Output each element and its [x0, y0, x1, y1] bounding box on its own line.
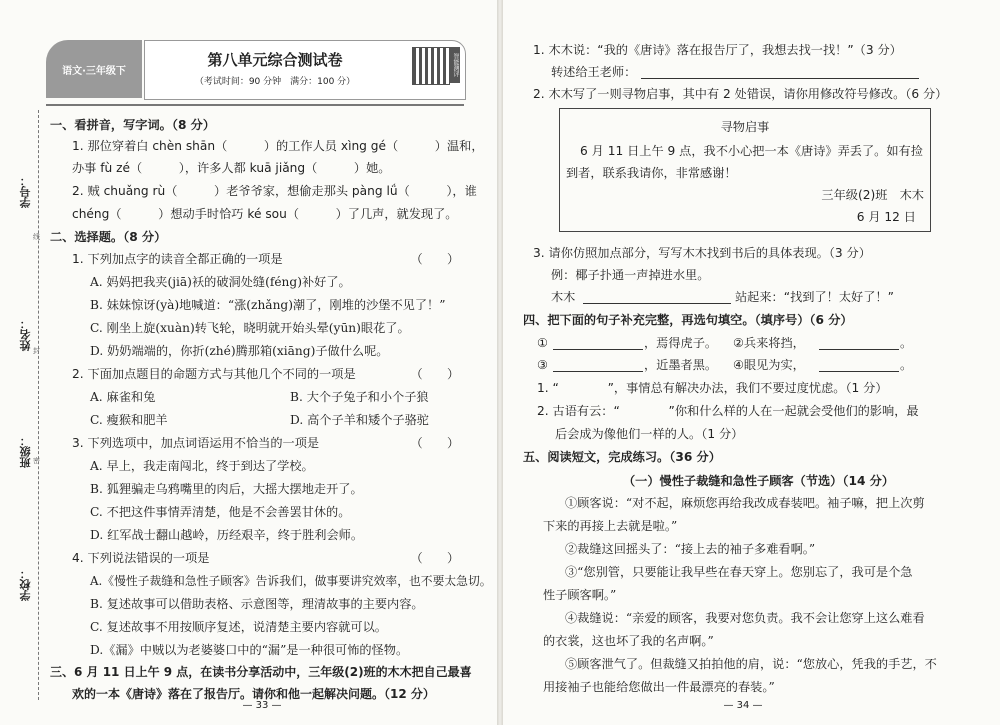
s3-q1-answer-line[interactable]: [641, 66, 919, 79]
student-no-label: 学号：: [19, 175, 32, 208]
choice-q1-a: A. 妈妈把我夹(jiā)袄的破洞处缝(féng)补好了。: [90, 275, 351, 289]
page-number-left: — 33 —: [242, 700, 282, 711]
right-page: [503, 0, 1000, 725]
cut-line: [38, 110, 39, 700]
qr-side-label: 智能测评: [450, 47, 460, 83]
exam-info: （考试时间：90 分钟 满分：100 分）: [194, 77, 356, 87]
passage-p1-line1: ①顾客说：“对不起，麻烦您再给我改成春装吧。袖子嘛，把上次剪: [565, 496, 925, 510]
s3-q3: 3. 请你仿照加点部分，写写木木找到书后的具体表现。（3 分）: [533, 246, 871, 260]
binding-margin: [0, 0, 46, 725]
choice-q3: 3. 下列选项中，加点词语运用不恰当的一项是 （ ）: [72, 436, 460, 450]
passage-p4-line1: ④裁缝说：“亲爱的顾客，我要对您负责。我不会让您穿上这么难看: [565, 611, 925, 625]
notice-signer: 三年级(2)班 木木: [821, 188, 924, 202]
cut-mark-1: 线: [33, 233, 40, 241]
q1-line-2: 办事 fù zé（ ），许多人都 kuā jiǎng（ ）她。: [72, 161, 391, 175]
s4-item-3-blank[interactable]: [553, 359, 643, 372]
s4-item-3-prefix: ③: [537, 358, 548, 372]
choice-q3-d: D. 红军战士翻山越岭，历经艰辛，终于胜利会师。: [90, 528, 364, 542]
notice-body-1: 6 月 11 日上午 9 点，我不小心把一本《唐诗》弄丢了。如有捡: [580, 144, 923, 158]
section-3-heading-1: 三、6 月 11 日上午 9 点，在读书分享活动中，三年级(2)班的木木把自己最喜: [50, 665, 472, 679]
q1-line-4: chéng（ ）想动手时恰巧 ké sou（ ）了几声，就发现了。: [72, 207, 458, 221]
passage-p2: ②裁缝这回摇头了：“接上去的袖子多难看啊。”: [565, 542, 816, 556]
choice-q4-d: D.《漏》中贼以为老婆婆口中的“漏”是一种很可怖的怪物。: [90, 643, 409, 657]
passage-p5-line2: 用接袖子也能给您做出一件最漂亮的春装。”: [543, 680, 775, 694]
choice-q4-b: B. 复述故事可以借助表格、示意图等，理清故事的主要内容。: [90, 597, 424, 611]
cut-mark-3: 密: [33, 457, 40, 465]
s4-item-2-blank[interactable]: [819, 337, 899, 350]
notice-title: 寻物启事: [720, 120, 770, 134]
q1-line-1: 1. 那位穿着白 chèn shān（ ）的工作人员 xìng gé（ ）温和，: [72, 139, 484, 153]
section-3-heading-2: 欢的一本《唐诗》落在了报告厅。请你和他一起解决问题。（12 分）: [72, 687, 435, 701]
s3-q2: 2. 木木写了一则寻物启事，其中有 2 处错误，请你用修改符号修改。（6 分）: [533, 87, 948, 101]
s4-item-2-prefix: ②兵来将挡，: [733, 336, 805, 350]
choice-q1-b: B. 妹妹惊讶(yà)地喊道：“涨(zhǎng)潮了，刚堆的沙堡不见了！”: [90, 298, 446, 312]
choice-q2-a: A. 麻雀和兔: [90, 390, 156, 404]
passage-p4-line2: 的衣裳，这也坏了我的名声啊。”: [543, 634, 714, 648]
choice-q4: 4. 下列说法错误的一项是 （ ）: [72, 551, 460, 565]
passage-p5-line1: ⑤顾客泄气了。但裁缝又拍拍他的肩，说：“您放心，凭我的手艺，不: [565, 657, 937, 671]
school-label: 学校：: [19, 568, 32, 601]
choice-q3-c: C. 不把这件事情弄清楚，他是不会善罢甘休的。: [90, 505, 351, 519]
notice-date: 6 月 12 日: [856, 210, 916, 224]
section-4-heading: 四、把下面的句子补充完整，再选句填空。（填序号）（6 分）: [523, 313, 853, 327]
subject-tab: 语文·三年级下: [46, 40, 142, 98]
cut-mark-2: 封: [33, 347, 40, 355]
choice-q3-a: A. 早上，我走南闯北，终于到达了学校。: [90, 459, 314, 473]
s4-fill-1: 1. “ ”，事情总有解决办法，我们不要过度忧虑。（1 分）: [537, 381, 888, 395]
section-1-heading: 一、看拼音，写字词。（8 分）: [50, 118, 216, 132]
s3-q1: 1. 木木说：“我的《唐诗》落在报告厅了，我想去找一找！”（3 分）: [533, 43, 902, 57]
choice-q1-c: C. 刚坐上旋(xuàn)转飞轮，晓明就开始头晕(yūn)眼花了。: [90, 321, 410, 335]
header-rule: [46, 104, 464, 106]
s3-q3-subject: 木木: [551, 290, 576, 304]
s4-item-4-prefix: ④眼见为实，: [733, 358, 805, 372]
s3-q3-example: 例：椰子扑通一声掉进水里。: [551, 268, 710, 282]
s4-item-1-suffix: ，焉得虎子。: [644, 336, 718, 350]
s3-q1-prompt: 转述给王老师：: [551, 65, 637, 79]
class-label: 班级：: [19, 435, 32, 468]
title-box: [144, 40, 466, 100]
s4-fill-2: 2. 古语有云：“ ”你和什么样的人在一起就会受他们的影响，最: [537, 404, 919, 418]
section-2-heading: 二、选择题。（8 分）: [50, 230, 167, 244]
passage-p3-line1: ③“您别管，只要能让我早些在春天穿上。您别忘了，我可是个急: [565, 565, 913, 579]
notice-body-2: 到者，联系我请你，非常感谢！: [566, 166, 737, 180]
choice-q2-b: B. 大个子兔子和小个子狼: [290, 390, 429, 404]
choice-q2: 2. 下面加点题目的命题方式与其他几个不同的一项是 （ ）: [72, 367, 460, 381]
s3-q3-ending: 站起来：“找到了！太好了！”: [735, 290, 894, 304]
name-label: 姓名：: [19, 318, 32, 351]
left-page: [0, 0, 497, 725]
s4-item-4-blank[interactable]: [819, 359, 899, 372]
passage-p3-line2: 性子顾客啊。”: [543, 588, 617, 602]
s4-item-1-prefix: ①: [537, 336, 548, 350]
s4-item-4-suffix: 。: [900, 358, 913, 372]
choice-q1: 1. 下列加点字的读音全都正确的一项是 （ ）: [72, 252, 460, 266]
s4-item-2-suffix: 。: [900, 336, 913, 350]
passage-title: （一）慢性子裁缝和急性子顾客（节选）（14 分）: [623, 474, 895, 488]
choice-q3-b: B. 狐狸骗走乌鸦嘴里的肉后，大摇大摆地走开了。: [90, 482, 363, 496]
qr-code-icon[interactable]: [412, 47, 450, 85]
page-number-right: — 34 —: [723, 700, 763, 711]
q1-line-3: 2. 贼 chuǎng rù（ ）老爷爷家，想偷走那头 pàng lǘ（ ），谁: [72, 184, 477, 198]
s4-item-1-blank[interactable]: [553, 337, 643, 350]
lost-notice-box: [559, 108, 931, 232]
exam-title: 第八单元综合测试卷: [207, 51, 343, 69]
section-5-heading: 五、阅读短文，完成练习。（36 分）: [523, 450, 721, 464]
choice-q1-d: D. 奶奶端端的，你折(zhé)腾那箱(xiāng)子做什么呢。: [90, 344, 389, 358]
passage-p1-line2: 下来的再接上去就是啦。”: [543, 519, 678, 533]
choice-q4-a: A.《慢性子裁缝和急性子顾客》告诉我们，做事要讲究效率，也不要太急切。: [90, 574, 492, 588]
s3-q3-answer-line[interactable]: [583, 291, 731, 304]
exam-header: [46, 40, 464, 102]
s4-fill-2-cont: 后会成为像他们一样的人。（1 分）: [555, 427, 744, 441]
s4-item-3-suffix: ，近墨者黑。: [644, 358, 718, 372]
choice-q4-c: C. 复述故事不用按顺序复述，说清楚主要内容就可以。: [90, 620, 387, 634]
choice-q2-d: D. 高个子羊和矮个子骆驼: [290, 413, 429, 427]
choice-q2-c: C. 瘦猴和肥羊: [90, 413, 168, 427]
